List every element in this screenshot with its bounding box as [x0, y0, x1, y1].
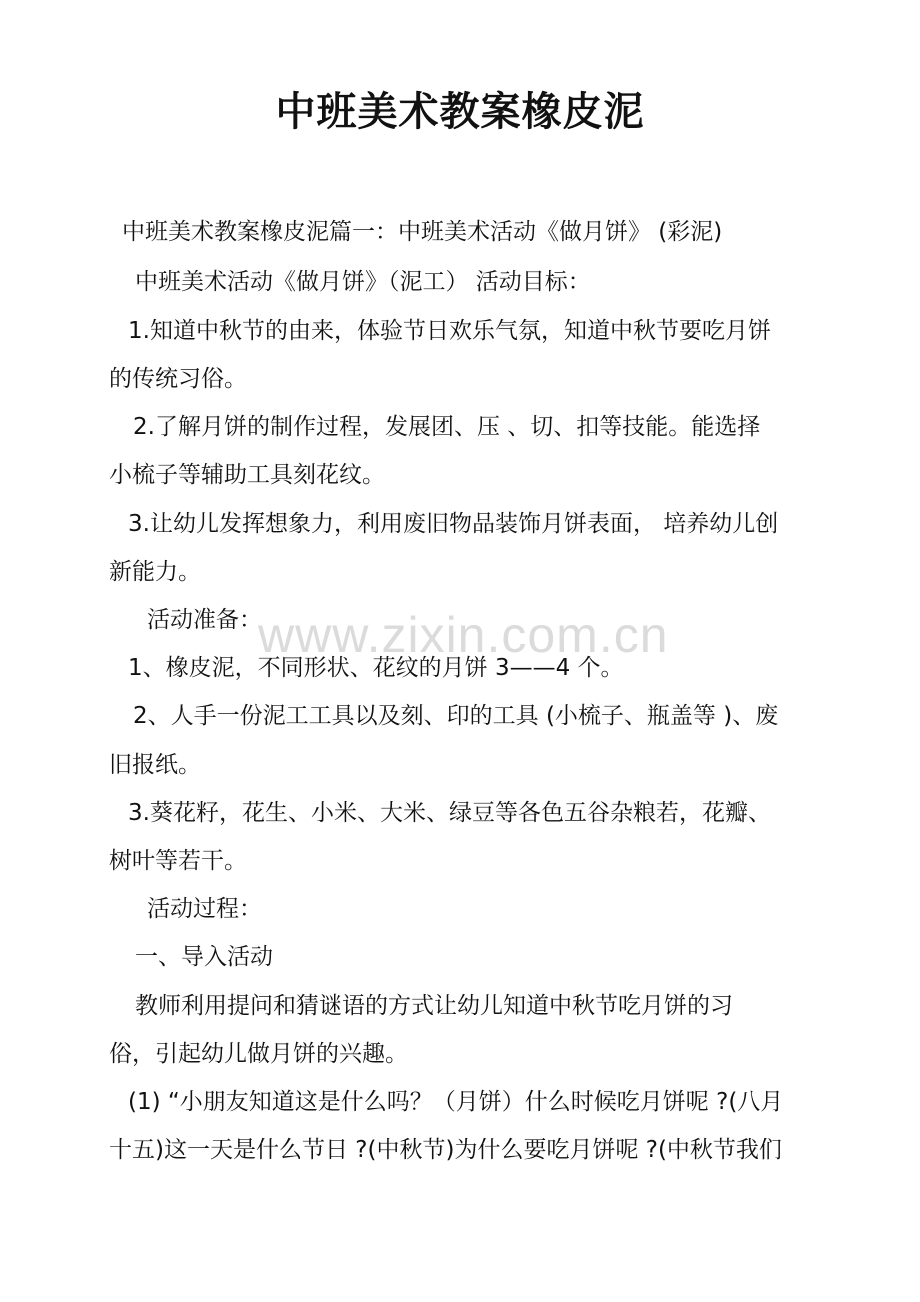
paragraph-line: 1、橡皮泥，不同形状、花纹的月饼 3——4 个。	[128, 655, 624, 681]
paragraph-line: (1) “小朋友知道这是什么吗？（月饼）什么时候吃月饼呢 ?(八月	[128, 1089, 784, 1115]
paragraph-line: 中班美术教案橡皮泥篇一：中班美术活动《做月饼》 (彩泥)	[122, 219, 723, 245]
paragraph-line: 2、人手一份泥工工具以及刻、印的工具 (小梳子、瓶盖等 )、废	[133, 703, 779, 729]
document-title: 中班美术教案橡皮泥	[275, 88, 645, 135]
paragraph-line: 树叶等若干。	[109, 848, 247, 874]
paragraph-line: 1.知道中秋节的由来，体验节日欢乐气氛，知道中秋节要吃月饼	[128, 318, 771, 344]
section-heading: 活动准备：	[147, 607, 262, 633]
paragraph-line: 俗，引起幼儿做月饼的兴趣。	[109, 1041, 408, 1067]
paragraph-line: 新能力。	[109, 559, 201, 585]
paragraph-line: 旧报纸。	[109, 752, 201, 778]
paragraph-line: 3.让幼儿发挥想象力，利用废旧物品装饰月饼表面， 培养幼儿创	[128, 511, 779, 537]
watermark-text: www.zixin.com.cn	[258, 607, 669, 663]
paragraph-line: 2.了解月饼的制作过程，发展团、压 、切、扣等技能。能选择	[133, 414, 761, 440]
section-heading: 活动过程：	[147, 896, 262, 922]
section-heading: 一、导入活动	[135, 944, 273, 970]
paragraph-line: 小梳子等辅助工具刻花纹。	[109, 462, 385, 488]
paragraph-line: 教师利用提问和猜谜语的方式让幼儿知道中秋节吃月饼的习	[135, 993, 733, 1019]
paragraph-line: 十五)这一天是什么节日 ?(中秋节)为什么要吃月饼呢 ?(中秋节我们	[109, 1137, 782, 1163]
paragraph-line: 3.葵花籽，花生、小米、大米、绿豆等各色五谷杂粮若，花瓣、	[128, 800, 771, 826]
paragraph-line: 中班美术活动《做月饼》（泥工） 活动目标：	[135, 269, 591, 295]
paragraph-line: 的传统习俗。	[109, 366, 247, 392]
